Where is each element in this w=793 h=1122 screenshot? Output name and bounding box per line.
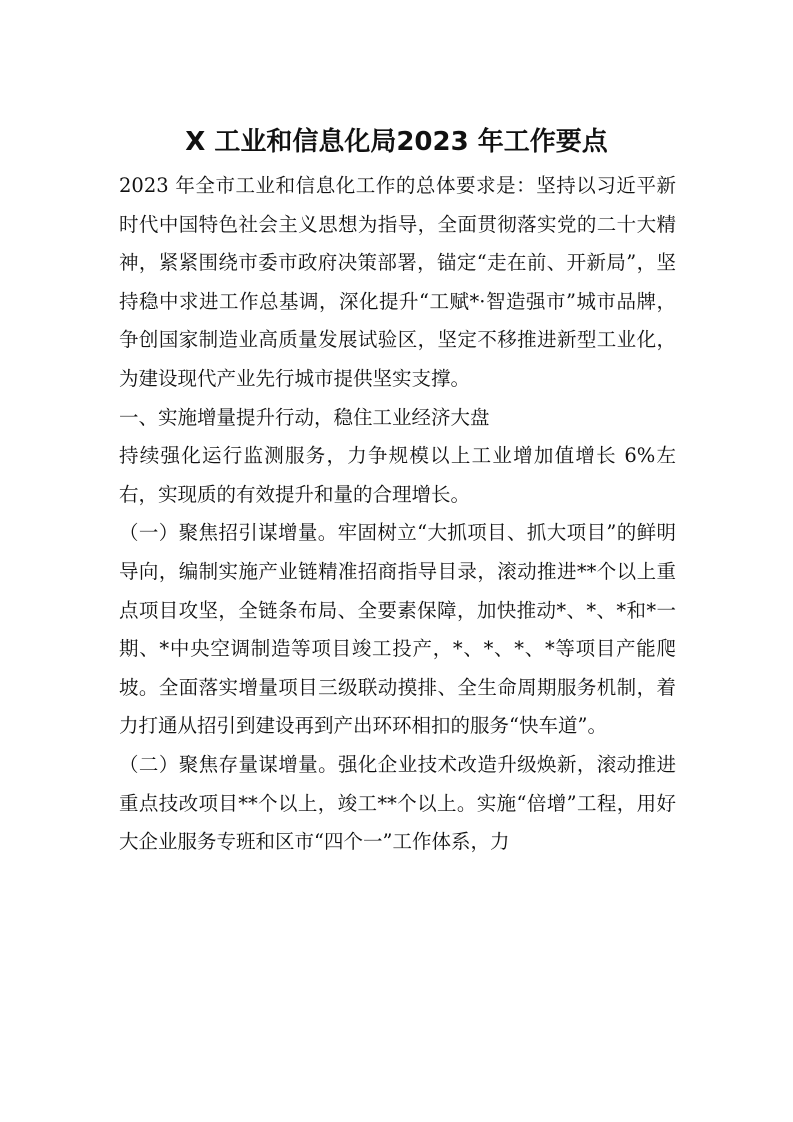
paragraph-item-2: （二）聚焦存量谋增量。强化企业技术改造升级焕新，滚动推进重点技改项目**个以上，竣工**个以上。实施“倍增”工程，用好大企业服务专班和区市“四个一”工作体系，力 xyxy=(119,752,676,854)
paragraph-general-requirements: 2023 年全市工业和信息化工作的总体要求是：坚持以习近平新时代中国特色社会主义思想为指导，全面贯彻落实党的二十大精神，紧紧围绕市委市政府决策部署，锚定“走在前、开新局”，坚持稳中求进工作总基调，深化提升“工赋*·智造强市”城市品牌，争创国家制造业高质量发展试验区，坚定不移推进新型工业化，为建设现代产业先行城市提供坚实支撑。 xyxy=(119,174,676,390)
section-heading-1: 一、实施增量提升行动，稳住工业经济大盘 xyxy=(119,405,490,429)
paragraph-item-1: （一）聚焦招引谋增量。牢固树立“大抓项目、抓大项目”的鲜明导向，编制实施产业链精准招商指导目录，滚动推进**个以上重点项目攻坚，全链条布局、全要素保障，加快推动*、*、*和*一期、*中央空调制造等项目竣工投产，*、*、*、*等项目产能爬坡。全面落实增量项目三级联动摸排、全生命周期服务机制，着力打通从招引到建设再到产出环环相扣的服务“快车道”。 xyxy=(119,521,676,738)
paragraph-monitoring: 持续强化运行监测服务，力争规模以上工业增加值增长 6%左右，实现质的有效提升和量的合理增长。 xyxy=(119,444,676,506)
document-body xyxy=(119,167,676,862)
document-title: X 工业和信息化局2023 年工作要点 xyxy=(185,127,608,157)
